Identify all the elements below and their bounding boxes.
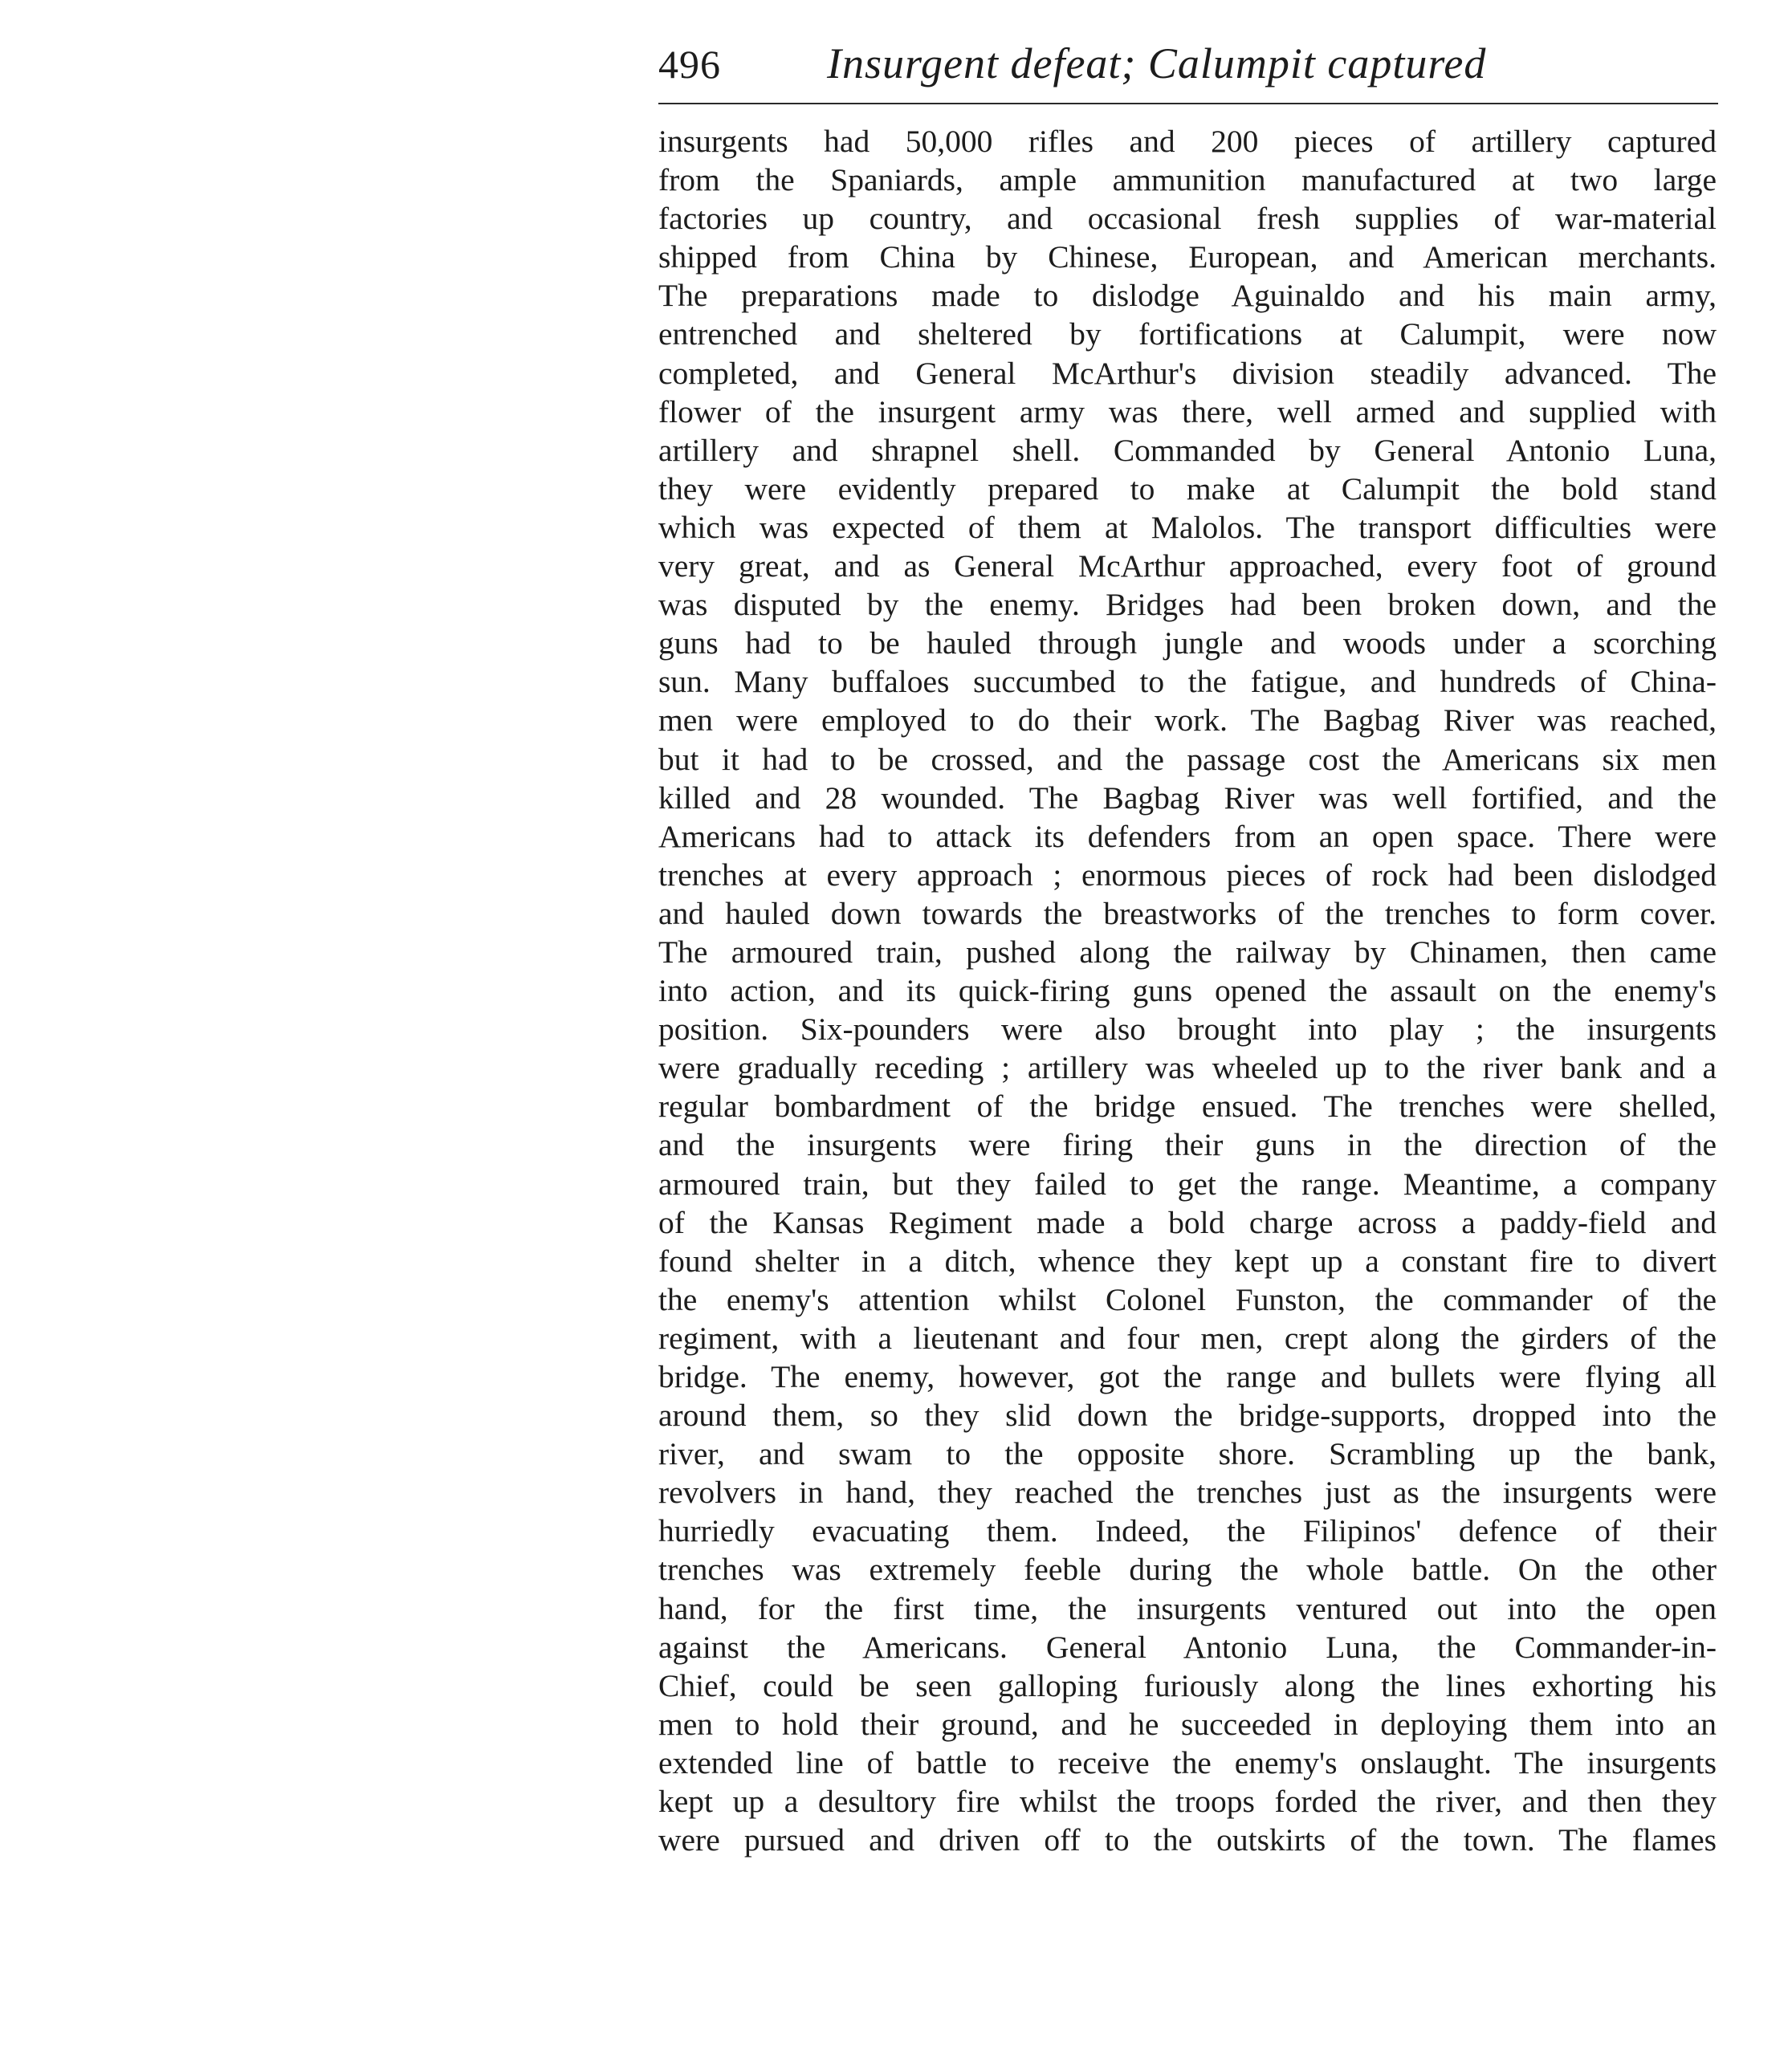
- text-line: Americans had to attack its defenders from an open space. There were: [658, 818, 1717, 854]
- text-line: extended line of battle to receive the enemy's onslaught. The insurgents: [658, 1744, 1717, 1780]
- text-line: killed and 28 wounded. The Bagbag River was well fortified, and the: [658, 779, 1717, 816]
- text-line: hand, for the first time, the insurgents ventured out into the open: [658, 1590, 1717, 1626]
- page-number: 496: [658, 42, 721, 87]
- text-line: revolvers in hand, they reached the trenches just as the insurgents were: [658, 1475, 1717, 1511]
- text-line: sun. Many buffaloes succumbed to the fatigue, and hundreds of China-: [658, 664, 1717, 700]
- text-line: river, and swam to the opposite shore. Scrambling up the bank,: [658, 1436, 1717, 1472]
- text-line: shipped from China by Chinese, European, and American merchants.: [658, 239, 1717, 275]
- text-line: The preparations made to dislodge Aguinaldo and his main army,: [658, 278, 1717, 314]
- text-line: armoured train, but they failed to get the range. Meantime, a company: [658, 1166, 1717, 1202]
- running-title: Insurgent defeat; Calumpit captured: [827, 39, 1487, 87]
- text-line: regiment, with a lieutenant and four men, crept along the girders of the: [658, 1320, 1717, 1356]
- text-line: regular bombardment of the bridge ensued. The trenches were shelled,: [658, 1089, 1717, 1125]
- text-line: but it had to be crossed, and the passage cost the Americans six men: [658, 741, 1717, 777]
- text-line: factories up country, and occasional fresh supplies of war-material: [658, 201, 1717, 237]
- text-line: around them, so they slid down the bridge-supports, dropped into the: [658, 1398, 1717, 1434]
- text-line: they were evidently prepared to make at Calumpit the bold stand: [658, 470, 1717, 507]
- text-line: kept up a desultory fire whilst the troops forded the river, and then they: [658, 1784, 1717, 1820]
- text-line: Chief, could be seen galloping furiously along the lines exhorting his: [658, 1667, 1717, 1703]
- text-line: was disputed by the enemy. Bridges had been broken down, and the: [658, 587, 1717, 623]
- text-line: men were employed to do their work. The Bagbag River was reached,: [658, 702, 1717, 739]
- text-line: and the insurgents were firing their guns in the direction of the: [658, 1127, 1717, 1163]
- text-line: hurriedly evacuating them. Indeed, the Filipinos' defence of their: [658, 1513, 1717, 1549]
- text-line: completed, and General McArthur's division steadily advanced. The: [658, 355, 1717, 391]
- text-line: flower of the insurgent army was there, well armed and supplied with: [658, 393, 1717, 429]
- text-line: very great, and as General McArthur approached, every foot of ground: [658, 548, 1717, 584]
- text-line: insurgents had 50,000 rifles and 200 pieces of artillery captured: [658, 124, 1717, 159]
- text-line: from the Spaniards, ample ammunition manufactured at two large: [658, 162, 1717, 198]
- text-line: entrenched and sheltered by fortifications at Calumpit, were now: [658, 316, 1717, 352]
- text-line: bridge. The enemy, however, got the range and bullets were flying all: [658, 1359, 1717, 1394]
- text-line: against the Americans. General Antonio Luna, the Commander-in-: [658, 1629, 1717, 1665]
- text-line: were gradually receding ; artillery was wheeled up to the river bank and a: [658, 1050, 1717, 1086]
- header-rule: [658, 103, 1718, 104]
- text-line: guns had to be hauled through jungle and woods under a scorching: [658, 625, 1717, 661]
- text-line: trenches was extremely feeble during the whole battle. On the other: [658, 1552, 1717, 1588]
- text-line: into action, and its quick-firing guns opened the assault on the enemy's: [658, 973, 1717, 1009]
- text-line: which was expected of them at Malolos. The transport difficulties were: [658, 509, 1717, 545]
- text-line: of the Kansas Regiment made a bold charge across a paddy-field and: [658, 1204, 1717, 1240]
- text-line: were pursued and driven off to the outskirts of the town. The flames: [658, 1822, 1717, 1858]
- text-line: found shelter in a ditch, whence they kept up a constant fire to divert: [658, 1243, 1717, 1279]
- body-text: [658, 122, 1717, 1859]
- text-line: trenches at every approach ; enormous pieces of rock had been dislodged: [658, 857, 1717, 893]
- text-line: artillery and shrapnel shell. Commanded by General Antonio Luna,: [658, 432, 1717, 468]
- text-line: the enemy's attention whilst Colonel Funston, the commander of the: [658, 1281, 1717, 1317]
- text-line: men to hold their ground, and he succeeded in deploying them into an: [658, 1706, 1717, 1742]
- running-head: [658, 39, 1718, 103]
- text-line: position. Six-pounders were also brought into play ; the insurgents: [658, 1011, 1717, 1048]
- text-line: and hauled down towards the breastworks of the trenches to form cover.: [658, 895, 1717, 931]
- text-line: The armoured train, pushed along the railway by Chinamen, then came: [658, 934, 1717, 970]
